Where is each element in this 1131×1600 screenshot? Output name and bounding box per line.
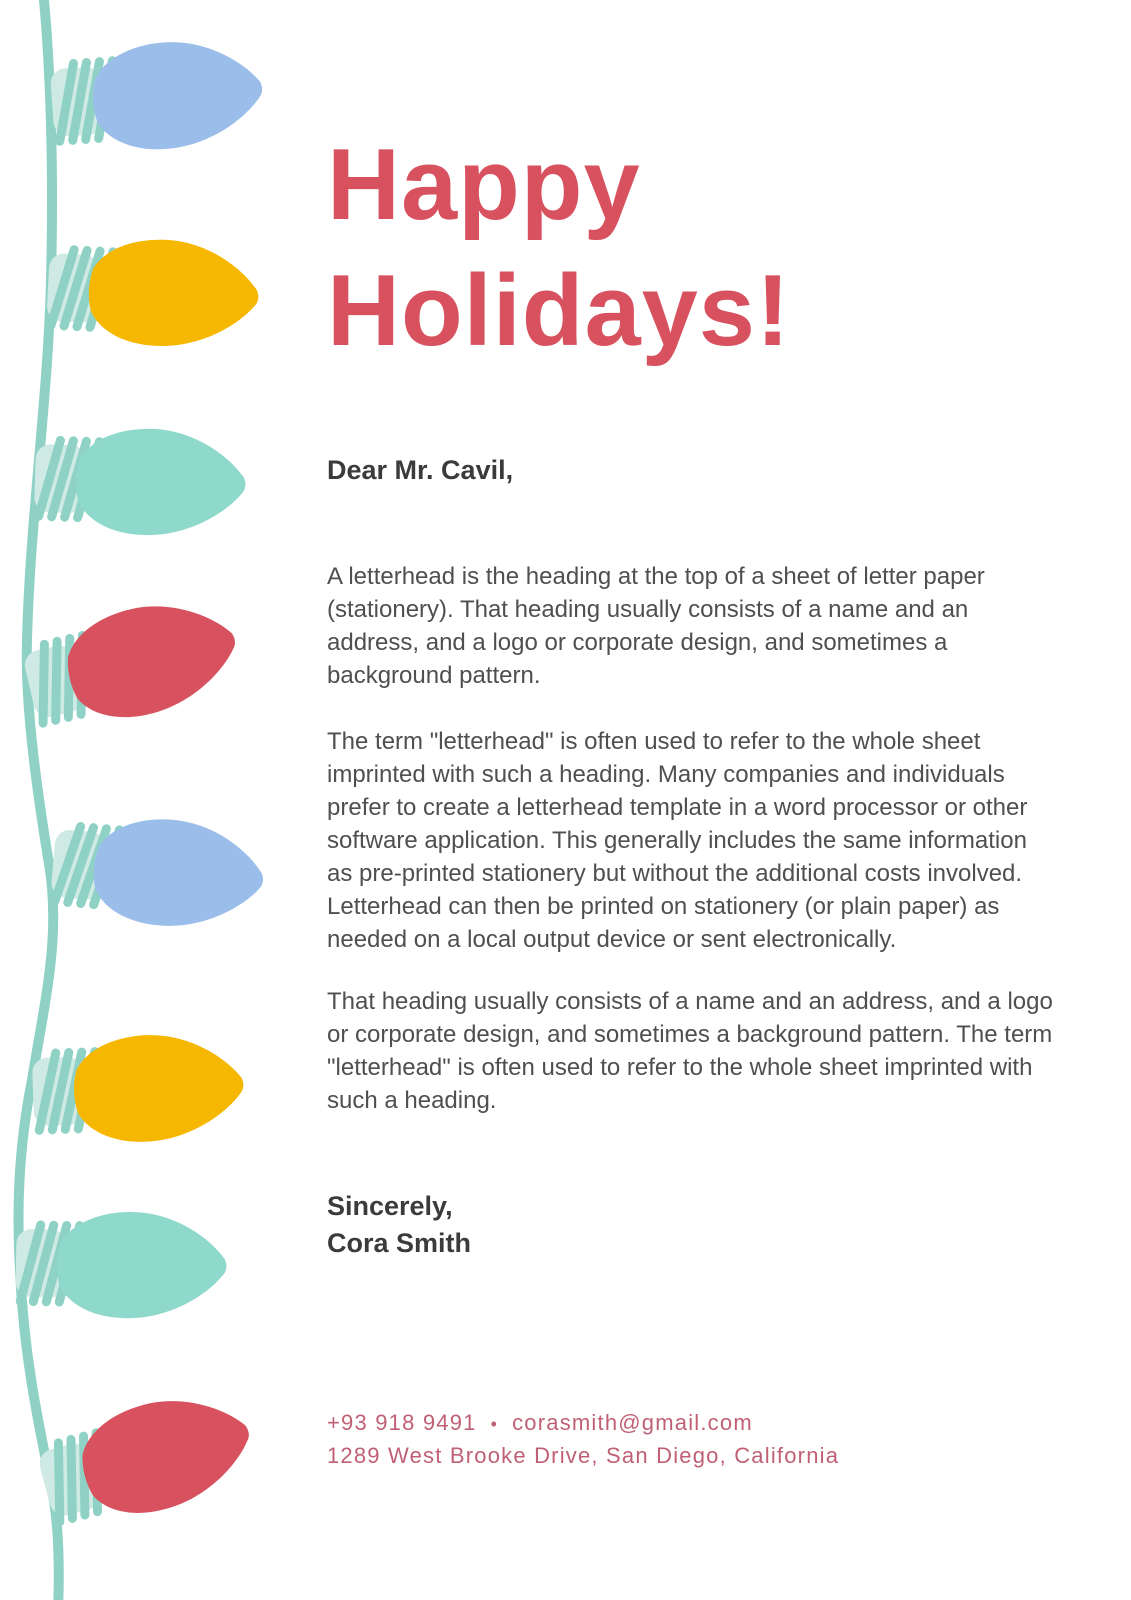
bulb-glass (72, 1032, 245, 1144)
bulb-glass (86, 236, 261, 351)
separator-dot: • (490, 1414, 499, 1434)
greeting: Dear Mr. Cavil, (327, 455, 514, 485)
closing: Sincerely, (327, 1191, 453, 1221)
email-address: corasmith@gmail.com (512, 1410, 753, 1435)
light-string-wire (19, 0, 59, 1600)
phone-number: +93 918 9491 (327, 1410, 477, 1435)
bulb-glass (56, 1211, 227, 1320)
light-bulb-red (31, 1380, 262, 1537)
light-bulb-teal (33, 425, 248, 539)
body-paragraph-1: A letterhead is the heading at the top of a sheet of letter paper (stationery). That heading usually consists of a name and an address, and a logo or corporate design, and sometimes a background pattern. (327, 563, 985, 689)
contact-line (327, 1407, 1057, 1440)
light-bulb-red (17, 588, 247, 739)
postal-address: 1289 West Brooke Drive, San Diego, California (327, 1443, 840, 1468)
body-paragraph-3: That heading usually consists of a name and an address, and a logo or corporate design, and sometimes a background pattern. The term "letterhead" is often used to refer to the whole sheet imprinted with such a heading. (327, 988, 1053, 1114)
letter-content (327, 0, 1057, 1472)
light-bulb-yellow (45, 234, 261, 351)
bulb-glass (89, 36, 266, 154)
contact-footer (327, 1407, 1057, 1472)
bulb-glass (58, 588, 247, 730)
light-bulb-blue (48, 810, 267, 934)
bulb-glass (89, 813, 267, 934)
light-bulb-yellow (31, 1032, 246, 1146)
bulb-glass (74, 426, 247, 538)
signature-name: Cora Smith (327, 1228, 472, 1258)
light-bulb-blue (48, 36, 266, 157)
light-bulb-teal (15, 1210, 228, 1320)
string-lights-decoration (0, 0, 300, 1600)
letter-title: Happy Holidays! (327, 129, 791, 367)
body-paragraph-2: The term "letterhead" is often used to refer to the whole sheet imprinted with such a heading. Many companies and individuals prefer to create a letterhead template in a word processor or other software application. This generally includes the same information as pre-printed stationery but without the additional costs involved. Letterhead can then be printed on stationery (or plain paper) as needed on a local output device or sent electronically. (327, 728, 1028, 953)
signature-block (327, 1188, 1057, 1262)
